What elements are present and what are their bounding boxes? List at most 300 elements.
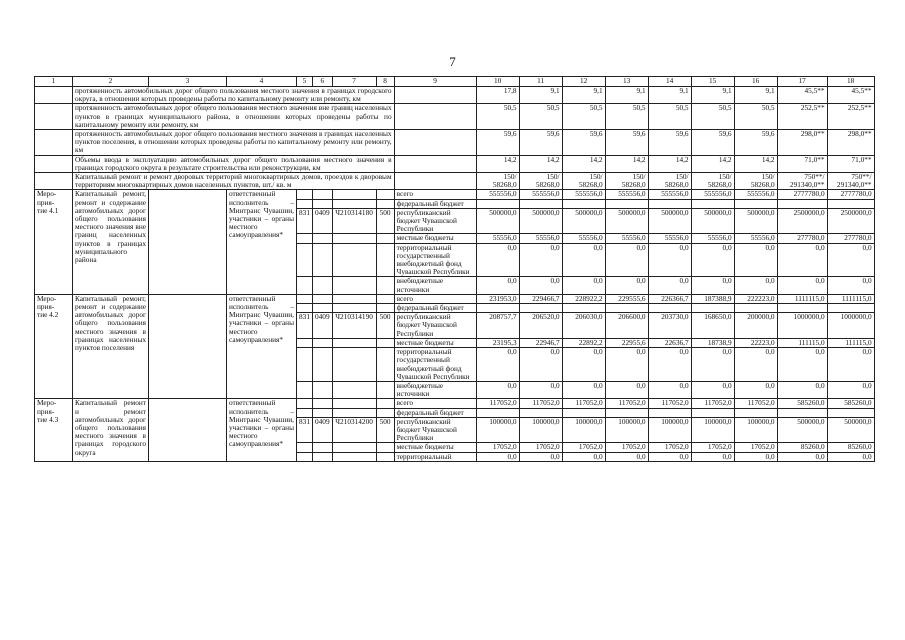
funding-value: 100000,0 <box>734 417 777 443</box>
funding-value: 0,0 <box>605 381 648 398</box>
indicator-text: Капитальный ремонт и ремонт дворовых территорий многоквартирных домов, проездов к дворовым территориям многоквартирных домов населенных пунктов, шт./ кв. м <box>73 173 395 190</box>
indicator-row <box>35 87 875 104</box>
funding-value: 1000000,0 <box>827 313 874 339</box>
column-number: 9 <box>394 77 476 87</box>
indicator-value: 9,1 <box>648 87 691 104</box>
funding-value: 0,0 <box>562 381 605 398</box>
code-cell-empty <box>313 277 333 294</box>
funding-value: 0,0 <box>605 277 648 294</box>
indicator-value: 71,0** <box>777 155 827 172</box>
indicator-value: 298,0** <box>777 130 827 156</box>
funding-value: 18738,9 <box>691 338 734 347</box>
funding-value: 0,0 <box>648 277 691 294</box>
funding-value: 17052,0 <box>648 443 691 452</box>
indicator-value: 59,6 <box>691 130 734 156</box>
code-cell-empty <box>313 408 333 417</box>
funding-value: 117052,0 <box>734 399 777 408</box>
code-cell-empty <box>297 443 313 452</box>
funding-value <box>827 199 874 208</box>
indicator-value: 59,6 <box>519 130 562 156</box>
funding-value: 0,0 <box>827 348 874 382</box>
funding-value: 0,0 <box>691 348 734 382</box>
funding-value: 187388,9 <box>691 294 734 303</box>
funding-value: 0,0 <box>777 348 827 382</box>
code-cell-empty <box>313 452 333 461</box>
indicator-value: 252,5** <box>827 104 874 130</box>
indicator-text: протяженность автомобильных дорог общего пользования местного значения вне границ населенных пунктов в границах муниципального района, в отношении которых проведены работы по капитальному ремонту или ремонту, км <box>73 104 395 130</box>
funding-value: 55556,0 <box>519 234 562 243</box>
funding-value: 22636,7 <box>648 338 691 347</box>
executor: ответственный исполнитель – Минтранс Чувашии, участники – органы местного самоуправления* <box>227 399 297 461</box>
funding-value: 17052,0 <box>605 443 648 452</box>
funding-value: 206520,0 <box>519 313 562 339</box>
funding-value: 117052,0 <box>476 399 519 408</box>
empty-cell <box>149 190 227 294</box>
indicator-text: Объемы ввода в эксплуатацию автомобильных дорог общего пользования местного значения в границах городского округа в результате строительства или реконструкции, км <box>73 155 395 172</box>
indicator-value: 59,6 <box>648 130 691 156</box>
funding-value: 555556,0 <box>648 190 691 199</box>
code-cell-empty <box>332 199 376 208</box>
empty-cell <box>35 87 73 104</box>
funding-value: 117052,0 <box>562 399 605 408</box>
funding-value: 17052,0 <box>734 443 777 452</box>
funding-value: 206600,0 <box>605 313 648 339</box>
column-number: 2 <box>73 77 149 87</box>
funding-source: федеральный бюджет <box>394 408 476 417</box>
csr-code: Ч210314200 <box>332 417 376 443</box>
vr-code: 500 <box>376 208 394 234</box>
funding-value: 1000000,0 <box>777 313 827 339</box>
funding-value: 203730,0 <box>648 313 691 339</box>
funding-value: 55556,0 <box>605 234 648 243</box>
column-number: 7 <box>332 77 376 87</box>
column-number: 11 <box>519 77 562 87</box>
rzpr-code: 0409 <box>313 313 333 339</box>
funding-value: 555556,0 <box>519 190 562 199</box>
column-number: 6 <box>313 77 333 87</box>
code-cell-empty <box>297 243 313 277</box>
funding-source: внебюджетные источники <box>394 381 476 398</box>
funding-value: 2777780,0 <box>777 190 827 199</box>
funding-value: 229555,6 <box>605 294 648 303</box>
funding-value: 117052,0 <box>648 399 691 408</box>
funding-value <box>648 199 691 208</box>
indicator-row <box>35 155 875 172</box>
indicator-value: 50,5 <box>605 104 648 130</box>
funding-value <box>691 199 734 208</box>
indicator-value: 14,2 <box>734 155 777 172</box>
activity-row <box>35 294 875 303</box>
indicator-value: 50,5 <box>648 104 691 130</box>
funding-value: 117052,0 <box>605 399 648 408</box>
code-cell-empty <box>313 190 333 199</box>
code-cell-empty <box>376 452 394 461</box>
empty-cell <box>149 294 227 398</box>
code-cell-empty <box>313 338 333 347</box>
code-cell-empty <box>297 199 313 208</box>
indicator-value: 9,1 <box>605 87 648 104</box>
code-cell-empty <box>297 338 313 347</box>
indicator-value: 59,6 <box>562 130 605 156</box>
column-number: 8 <box>376 77 394 87</box>
funding-value: 17052,0 <box>562 443 605 452</box>
funding-value <box>827 304 874 313</box>
indicator-value: 14,2 <box>648 155 691 172</box>
indicator-value: 59,6 <box>476 130 519 156</box>
funding-value: 168650,0 <box>691 313 734 339</box>
funding-value: 500000,0 <box>519 208 562 234</box>
rzpr-code: 0409 <box>313 417 333 443</box>
code-cell-empty <box>332 443 376 452</box>
executor: ответственный исполнитель – Минтранс Чувашии, участники – органы местного самоуправления* <box>227 190 297 294</box>
funding-value: 0,0 <box>648 348 691 382</box>
funding-value: 0,0 <box>605 348 648 382</box>
funding-value: 100000,0 <box>605 417 648 443</box>
grbs-code: 831 <box>297 417 313 443</box>
funding-value: 500000,0 <box>648 208 691 234</box>
code-cell-empty <box>332 381 376 398</box>
funding-value <box>691 304 734 313</box>
page-number: 7 <box>449 54 456 69</box>
funding-value: 0,0 <box>519 277 562 294</box>
funding-source: всего <box>394 399 476 408</box>
indicator-value: 14,2 <box>605 155 648 172</box>
funding-value: 117052,0 <box>691 399 734 408</box>
funding-value: 0,0 <box>562 277 605 294</box>
code-cell-empty <box>313 234 333 243</box>
funding-value <box>605 304 648 313</box>
funding-value: 226366,7 <box>648 294 691 303</box>
funding-value: 555556,0 <box>605 190 648 199</box>
funding-value: 208757,7 <box>476 313 519 339</box>
column-number: 12 <box>562 77 605 87</box>
code-cell-empty <box>332 294 376 303</box>
funding-value <box>476 199 519 208</box>
code-cell-empty <box>376 199 394 208</box>
funding-value: 555556,0 <box>562 190 605 199</box>
funding-value: 2500000,0 <box>827 208 874 234</box>
empty-cell <box>35 155 73 172</box>
funding-value: 222223,0 <box>734 294 777 303</box>
funding-value: 22223,0 <box>734 338 777 347</box>
funding-value: 100000,0 <box>648 417 691 443</box>
funding-value: 17052,0 <box>691 443 734 452</box>
funding-value <box>605 408 648 417</box>
code-cell-empty <box>376 304 394 313</box>
empty-cell <box>394 173 476 190</box>
funding-value: 555556,0 <box>476 190 519 199</box>
funding-value: 200000,0 <box>734 313 777 339</box>
indicator-value: 50,5 <box>519 104 562 130</box>
funding-value: 1111115,0 <box>777 294 827 303</box>
code-cell-empty <box>376 190 394 199</box>
funding-value: 0,0 <box>476 452 519 461</box>
code-cell-empty <box>297 399 313 408</box>
indicator-value: 750**/ 291340,0** <box>827 173 874 190</box>
empty-cell <box>394 87 476 104</box>
column-number: 1 <box>35 77 73 87</box>
column-number: 5 <box>297 77 313 87</box>
funding-source: местные бюджеты <box>394 234 476 243</box>
indicator-value: 45,5** <box>827 87 874 104</box>
funding-value: 100000,0 <box>562 417 605 443</box>
funding-value: 0,0 <box>648 452 691 461</box>
code-cell-empty <box>313 199 333 208</box>
funding-value: 500000,0 <box>827 417 874 443</box>
activity-row <box>35 399 875 408</box>
code-cell-empty <box>313 304 333 313</box>
code-cell-empty <box>313 381 333 398</box>
code-cell-empty <box>332 243 376 277</box>
funding-value: 1111115,0 <box>827 294 874 303</box>
grbs-code: 831 <box>297 208 313 234</box>
funding-value: 277780,0 <box>827 234 874 243</box>
funding-value: 0,0 <box>777 381 827 398</box>
indicator-value: 50,5 <box>562 104 605 130</box>
column-number: 16 <box>734 77 777 87</box>
funding-value: 0,0 <box>827 277 874 294</box>
column-number: 17 <box>777 77 827 87</box>
funding-value: 0,0 <box>605 452 648 461</box>
code-cell-empty <box>332 452 376 461</box>
funding-value <box>562 408 605 417</box>
funding-value <box>777 408 827 417</box>
column-number: 18 <box>827 77 874 87</box>
funding-source: всего <box>394 190 476 199</box>
activity-name: Капитальный ремонт, ремонт и содержание автомобильных дорог общего пользования местного значения вне границ населенных пунктов в границах муниципального района <box>73 190 149 294</box>
funding-value <box>734 199 777 208</box>
funding-value: 0,0 <box>827 243 874 277</box>
indicator-value: 9,1 <box>519 87 562 104</box>
code-cell-empty <box>376 348 394 382</box>
code-cell-empty <box>332 304 376 313</box>
code-cell-empty <box>376 443 394 452</box>
funding-value: 500000,0 <box>605 208 648 234</box>
funding-value: 100000,0 <box>476 417 519 443</box>
indicator-value: 17,8 <box>476 87 519 104</box>
indicator-value: 59,6 <box>734 130 777 156</box>
funding-value: 0,0 <box>734 381 777 398</box>
funding-value: 17052,0 <box>476 443 519 452</box>
funding-value: 0,0 <box>476 348 519 382</box>
indicator-value: 50,5 <box>734 104 777 130</box>
budget-table <box>34 76 875 462</box>
funding-value <box>648 304 691 313</box>
code-cell-empty <box>313 443 333 452</box>
funding-value: 500000,0 <box>777 417 827 443</box>
funding-value <box>562 304 605 313</box>
funding-value: 585260,0 <box>777 399 827 408</box>
indicator-value: 252,5** <box>777 104 827 130</box>
funding-value: 100000,0 <box>519 417 562 443</box>
funding-value: 55556,0 <box>691 234 734 243</box>
code-cell-empty <box>332 408 376 417</box>
indicator-text: протяженность автомобильных дорог общего пользования местного значения в границах населенных пунктов поселения, в отношении которых проведены работы по капитальному ремонту или ремонту, км <box>73 130 395 156</box>
funding-source: территориальный государственный внебюджетный фонд Чувашской Республики <box>394 243 476 277</box>
funding-source: территориальный государственный внебюджетный фонд Чувашской Республики <box>394 348 476 382</box>
funding-value: 0,0 <box>734 243 777 277</box>
funding-value: 0,0 <box>519 381 562 398</box>
funding-value: 0,0 <box>777 277 827 294</box>
funding-value <box>519 408 562 417</box>
funding-value: 0,0 <box>827 452 874 461</box>
funding-value: 231953,0 <box>476 294 519 303</box>
funding-value: 2500000,0 <box>777 208 827 234</box>
funding-value <box>777 199 827 208</box>
funding-value: 500000,0 <box>476 208 519 234</box>
executor: ответственный исполнитель – Минтранс Чувашии, участники – органы местного самоуправления* <box>227 294 297 398</box>
funding-value: 0,0 <box>777 452 827 461</box>
funding-value: 228922,2 <box>562 294 605 303</box>
funding-value: 23195,3 <box>476 338 519 347</box>
funding-value: 277780,0 <box>777 234 827 243</box>
activity-name: Капитальный ремонт, ремонт и содержание автомобильных дорог общего пользования местного значения в границах населенных пунктов поселения <box>73 294 149 398</box>
indicator-value: 150/ 58268,0 <box>734 173 777 190</box>
column-number: 3 <box>149 77 227 87</box>
indicator-value: 50,5 <box>691 104 734 130</box>
funding-value: 0,0 <box>691 277 734 294</box>
funding-value: 22946,7 <box>519 338 562 347</box>
vr-code: 500 <box>376 313 394 339</box>
code-cell-empty <box>313 243 333 277</box>
funding-value: 229466,7 <box>519 294 562 303</box>
funding-value: 0,0 <box>691 381 734 398</box>
code-cell-empty <box>297 381 313 398</box>
indicator-value: 45,5** <box>777 87 827 104</box>
indicator-value: 150/ 58268,0 <box>605 173 648 190</box>
funding-source: местные бюджеты <box>394 338 476 347</box>
funding-value: 0,0 <box>777 243 827 277</box>
funding-value: 55556,0 <box>648 234 691 243</box>
funding-value: 100000,0 <box>691 417 734 443</box>
code-cell-empty <box>297 348 313 382</box>
column-number: 15 <box>691 77 734 87</box>
code-cell-empty <box>376 399 394 408</box>
code-cell-empty <box>332 277 376 294</box>
code-cell-empty <box>376 277 394 294</box>
funding-value: 22955,6 <box>605 338 648 347</box>
empty-cell <box>394 130 476 156</box>
code-cell-empty <box>297 452 313 461</box>
indicator-row <box>35 130 875 156</box>
funding-source: внебюджетные источники <box>394 277 476 294</box>
funding-value: 0,0 <box>648 381 691 398</box>
funding-value: 0,0 <box>605 243 648 277</box>
funding-value <box>605 199 648 208</box>
funding-value: 0,0 <box>827 381 874 398</box>
indicator-value: 9,1 <box>562 87 605 104</box>
indicator-row <box>35 173 875 190</box>
csr-code: Ч210314190 <box>332 313 376 339</box>
funding-value: 585260,0 <box>827 399 874 408</box>
indicator-value: 71,0** <box>827 155 874 172</box>
empty-cell <box>35 130 73 156</box>
funding-value: 55556,0 <box>562 234 605 243</box>
funding-value <box>734 408 777 417</box>
funding-value: 0,0 <box>734 277 777 294</box>
rzpr-code: 0409 <box>313 208 333 234</box>
funding-value: 0,0 <box>519 452 562 461</box>
code-cell-empty <box>297 294 313 303</box>
funding-value: 0,0 <box>691 452 734 461</box>
funding-value <box>777 304 827 313</box>
indicator-value: 14,2 <box>562 155 605 172</box>
activity-name: Капитальный ремонт и ремонт автомобильных дорог общего пользования местного значения в границах городского округа <box>73 399 149 461</box>
funding-value: 206030,0 <box>562 313 605 339</box>
funding-value: 2777780,0 <box>827 190 874 199</box>
code-cell-empty <box>297 234 313 243</box>
code-cell-empty <box>297 408 313 417</box>
funding-value: 500000,0 <box>734 208 777 234</box>
funding-value: 22892,2 <box>562 338 605 347</box>
indicator-row <box>35 104 875 130</box>
code-cell-empty <box>376 243 394 277</box>
empty-cell <box>394 104 476 130</box>
funding-value <box>648 408 691 417</box>
funding-value <box>734 304 777 313</box>
code-cell-empty <box>332 399 376 408</box>
code-cell-empty <box>313 399 333 408</box>
funding-source: республиканский бюджет Чувашской Республики <box>394 208 476 234</box>
code-cell-empty <box>297 304 313 313</box>
indicator-value: 750**/ 291340,0** <box>777 173 827 190</box>
funding-value: 85260,0 <box>827 443 874 452</box>
indicator-value: 150/ 58268,0 <box>476 173 519 190</box>
funding-value: 0,0 <box>476 243 519 277</box>
code-cell-empty <box>297 277 313 294</box>
column-number: 4 <box>227 77 297 87</box>
funding-value: 555556,0 <box>691 190 734 199</box>
funding-value: 0,0 <box>562 243 605 277</box>
funding-value: 0,0 <box>734 452 777 461</box>
funding-value: 0,0 <box>562 452 605 461</box>
funding-source: местные бюджеты <box>394 443 476 452</box>
activity-label: Меро- прия- тие 4.3 <box>35 399 73 461</box>
funding-value: 85260,0 <box>777 443 827 452</box>
funding-source: республиканский бюджет Чувашской Республики <box>394 313 476 339</box>
indicator-value: 9,1 <box>734 87 777 104</box>
funding-value: 55556,0 <box>734 234 777 243</box>
vr-code: 500 <box>376 417 394 443</box>
funding-value: 500000,0 <box>562 208 605 234</box>
code-cell-empty <box>376 338 394 347</box>
funding-value <box>519 199 562 208</box>
indicator-value: 14,2 <box>519 155 562 172</box>
code-cell-empty <box>332 190 376 199</box>
code-cell-empty <box>376 381 394 398</box>
code-cell-empty <box>313 348 333 382</box>
funding-value: 0,0 <box>519 348 562 382</box>
code-cell-empty <box>313 294 333 303</box>
indicator-value: 14,2 <box>691 155 734 172</box>
funding-source: республиканский бюджет Чувашской Республики <box>394 417 476 443</box>
funding-value <box>691 408 734 417</box>
code-cell-empty <box>332 234 376 243</box>
funding-value: 0,0 <box>519 243 562 277</box>
empty-cell <box>35 104 73 130</box>
funding-value: 55556,0 <box>476 234 519 243</box>
indicator-value: 150/ 58268,0 <box>519 173 562 190</box>
indicator-value: 150/ 58268,0 <box>691 173 734 190</box>
funding-value: 111115,0 <box>777 338 827 347</box>
code-cell-empty <box>332 348 376 382</box>
empty-cell <box>149 399 227 461</box>
indicator-value: 9,1 <box>691 87 734 104</box>
indicator-text: протяженность автомобильных дорог общего пользования местного значения в границах городского округа, в отношении которых проведены работы по капитальному ремонту или ремонту, км <box>73 87 395 104</box>
funding-value: 500000,0 <box>691 208 734 234</box>
funding-source: территориальный <box>394 452 476 461</box>
funding-value <box>476 304 519 313</box>
